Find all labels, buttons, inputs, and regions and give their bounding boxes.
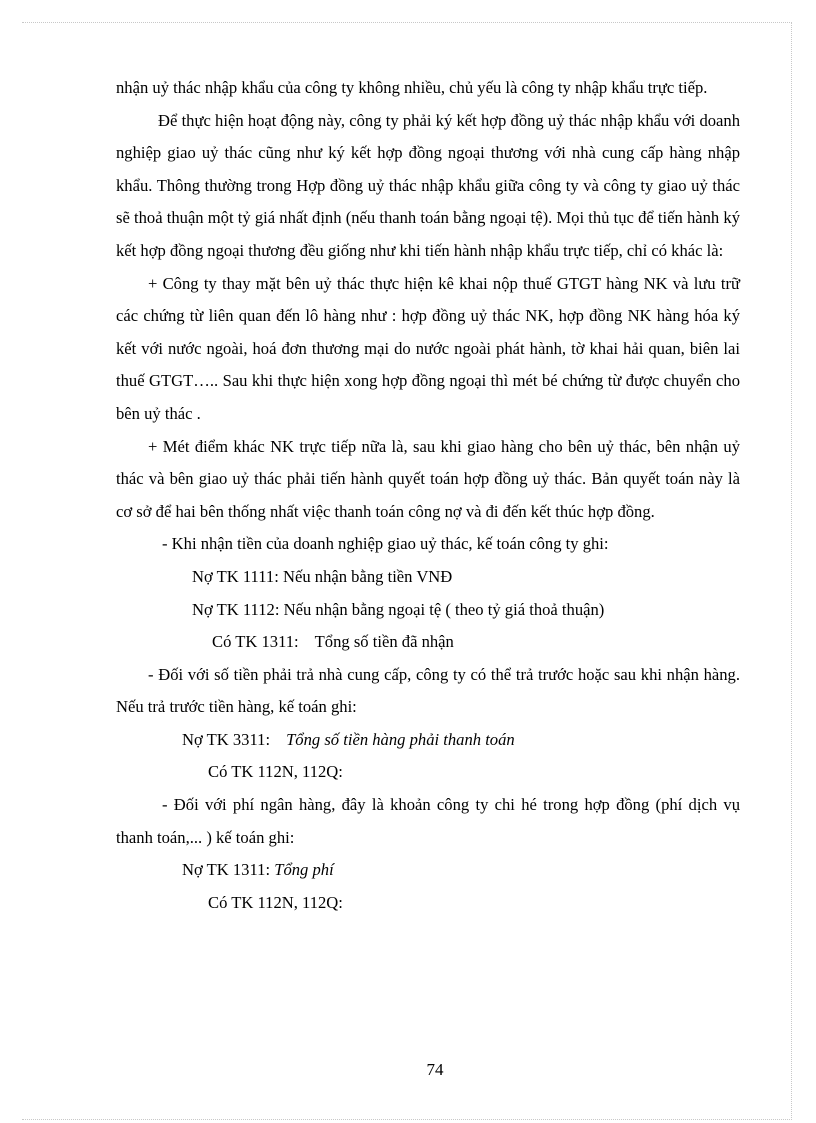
journal-entry xyxy=(116,594,740,627)
journal-entry xyxy=(116,626,740,659)
entry-description: Nếu nhận bằng ngoại tệ ( theo tỷ giá thoả thuận) xyxy=(283,599,605,619)
entry-account: Nợ TK 1311: xyxy=(182,860,271,880)
paragraph: - Khi nhận tiền của doanh nghiệp giao uỷ thác, kế toán công ty ghi: xyxy=(162,534,609,554)
paragraph: + Công ty thay mặt bên uỷ thác thực hiện kê khai nộp thuế GTGT hàng NK và lưu trữ các chứng từ liên quan đến lô hàng như : hợp đồng uỷ thác NK, hợp đồng NK hàng hóa ký kết với nước ngoài, hoá đơn thương mại do nước ngoài phát hành, tờ khai hải quan, biên lai thuế GTGT….. Sau khi thực hiện xong hợp đồng ngoại thì mét bé chứng từ được chuyển cho bên uỷ thác . xyxy=(116,273,740,423)
page-number: 74 xyxy=(426,1060,444,1079)
paragraph: + Mét điểm khác NK trực tiếp nữa là, sau khi giao hàng cho bên uỷ thác, bên nhận uỷ thác và bên giao uỷ thác phải tiến hành quyết toán hợp đồng uỷ thác. Bản quyết toán này là cơ sở để hai bên thống nhất việc thanh toán công nợ và đi đến kết thúc hợp đồng. xyxy=(116,436,740,521)
journal-entry xyxy=(116,561,740,594)
paragraph: - Đối với số tiền phải trả nhà cung cấp, công ty có thể trả trước hoặc sau khi nhận hàng. Nếu trả trước tiền hàng, kế toán ghi: xyxy=(116,664,740,717)
entry-description: Nếu nhận bằng tiền VNĐ xyxy=(282,566,453,586)
entry-account: Nợ TK 1112: xyxy=(192,599,280,619)
journal-entry xyxy=(116,756,740,789)
paragraph: Để thực hiện hoạt động này, công ty phải ký kết hợp đồng uỷ thác nhập khẩu với doanh nghiệp giao uỷ thác cũng như ký kết hợp đồng ngoại thương với nhà cung cấp hàng nhập khẩu. Thông thường trong Hợp đồng uỷ thác nhập khẩu giữa công ty và công ty giao uỷ thác sẽ thoả thuận một tỷ giá nhất định (nếu thanh toán bằng ngoại tệ). Mọi thủ tục để tiến hành ký kết hợp đồng ngoại thương đều giống như khi tiến hành nhập khẩu trực tiếp, chỉ có khác là: xyxy=(116,110,740,260)
entry-account: Có TK 112N, 112Q: xyxy=(208,892,343,912)
entry-account: Có TK 112N, 112Q: xyxy=(208,762,343,782)
journal-entry xyxy=(116,724,740,757)
paragraph: nhận uỷ thác nhập khẩu của công ty không nhiều, chủ yếu là công ty nhập khẩu trực tiếp. xyxy=(116,78,708,97)
entry-description: Tổng số tiền hàng phải thanh toán xyxy=(286,729,515,749)
journal-entry xyxy=(116,887,740,920)
entry-account: Nợ TK 3311: xyxy=(182,729,271,749)
document-body xyxy=(116,72,740,919)
paragraph: - Đối với phí ngân hàng, đây là khoản công ty chi hé trong hợp đồng (phí dịch vụ thanh toán,... ) kế toán ghi: xyxy=(116,795,740,847)
entry-account: Nợ TK 1111: xyxy=(192,566,279,586)
entry-description: Tổng phí xyxy=(274,860,334,880)
entry-description: Tổng số tiền đã nhận xyxy=(314,632,454,652)
entry-account: Có TK 1311: xyxy=(212,632,299,652)
journal-entry xyxy=(116,854,740,887)
